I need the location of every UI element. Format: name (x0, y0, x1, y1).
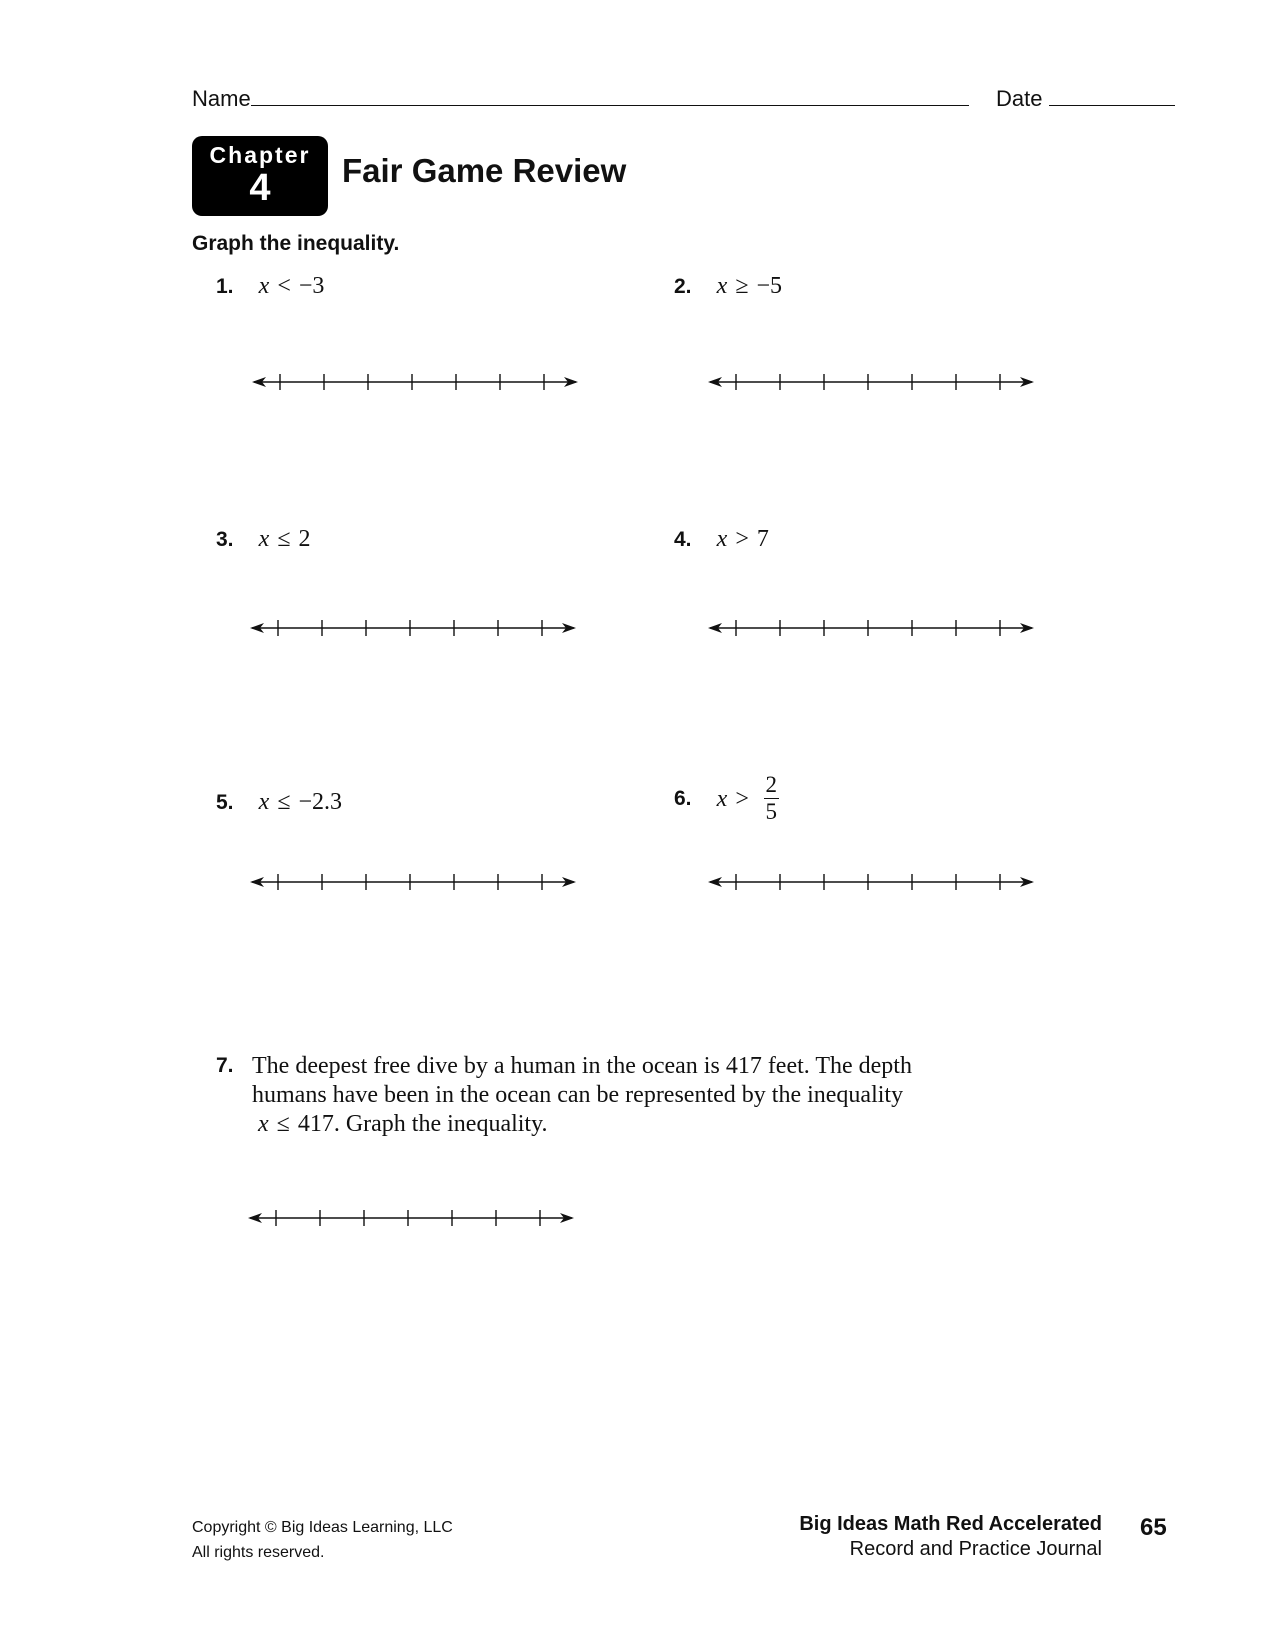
problem-number: 5. (216, 791, 234, 814)
number-line-2[interactable] (706, 370, 1046, 394)
number-line-1[interactable] (250, 370, 590, 394)
variable: x (716, 273, 728, 299)
problem-number: 4. (674, 528, 692, 551)
footer-copyright (192, 1515, 453, 1565)
chapter-word: Chapter (209, 142, 311, 168)
inequality (259, 526, 311, 552)
date-field[interactable] (996, 86, 1175, 112)
inequality (717, 273, 782, 299)
problem-3 (216, 525, 311, 554)
problem-7-line-1: The deepest free dive by a human in the ocean is 417 feet. The depth (252, 1053, 912, 1079)
variable: x (716, 526, 728, 552)
problem-number: 2. (674, 275, 692, 298)
problem-6 (674, 772, 779, 825)
chapter-number: 4 (249, 167, 271, 209)
variable: x (258, 1111, 269, 1137)
problem-number: 6. (674, 786, 692, 810)
operator: ≤ (276, 1111, 290, 1137)
fraction (764, 772, 780, 825)
variable: x (258, 789, 270, 815)
problem-4 (674, 525, 769, 554)
problem-5 (216, 788, 342, 817)
line-3-rest: . Graph the inequality. (333, 1111, 548, 1137)
number-line-5[interactable] (248, 870, 588, 894)
fraction-denominator: 5 (765, 799, 778, 824)
inequality (717, 526, 769, 552)
number-line-3[interactable] (248, 616, 588, 640)
problem-7-line-3 (252, 1110, 952, 1139)
inequality (259, 789, 342, 815)
chapter-badge (192, 136, 328, 216)
footer-book (740, 1512, 1102, 1562)
number-line-7[interactable] (246, 1206, 586, 1230)
page-number: 65 (1140, 1514, 1167, 1541)
value: −5 (756, 273, 783, 299)
inequality (259, 273, 325, 299)
operator: ≤ (277, 789, 291, 815)
problem-1 (216, 272, 324, 301)
problem-number: 3. (216, 528, 234, 551)
date-blank[interactable] (1049, 87, 1175, 106)
number-line-4[interactable] (706, 616, 1046, 640)
problem-7-line-2: humans have been in the ocean can be represented by the inequality (252, 1082, 904, 1108)
book-title: Big Ideas Math Red Accelerated (799, 1513, 1102, 1535)
rights-text: All rights reserved. (192, 1544, 325, 1561)
value: −3 (298, 273, 325, 299)
book-subtitle: Record and Practice Journal (849, 1538, 1102, 1560)
instructions: Graph the inequality. (192, 232, 400, 255)
problem-7-text (252, 1052, 952, 1139)
value: 417 (297, 1111, 334, 1137)
variable: x (258, 526, 270, 552)
operator: ≥ (735, 273, 749, 299)
date-label: Date (996, 86, 1043, 111)
name-blank[interactable] (251, 87, 969, 106)
problem-number: 1. (216, 275, 234, 298)
value: 2 (298, 526, 311, 552)
variable: x (258, 273, 270, 299)
fraction-numerator: 2 (765, 772, 778, 797)
page-title: Fair Game Review (342, 152, 627, 189)
operator: > (735, 785, 749, 812)
variable: x (716, 785, 728, 812)
name-field[interactable] (192, 86, 969, 112)
problem-2 (674, 272, 782, 301)
inequality (717, 786, 757, 812)
operator: ≤ (277, 526, 291, 552)
number-line-6[interactable] (706, 870, 1046, 894)
operator: > (735, 526, 749, 552)
copyright-text: Copyright © Big Ideas Learning, LLC (192, 1519, 453, 1536)
value: −2.3 (298, 789, 343, 815)
problem-number: 7. (216, 1054, 234, 1077)
operator: < (277, 273, 291, 299)
name-label: Name (192, 86, 251, 111)
value: 7 (756, 526, 769, 552)
